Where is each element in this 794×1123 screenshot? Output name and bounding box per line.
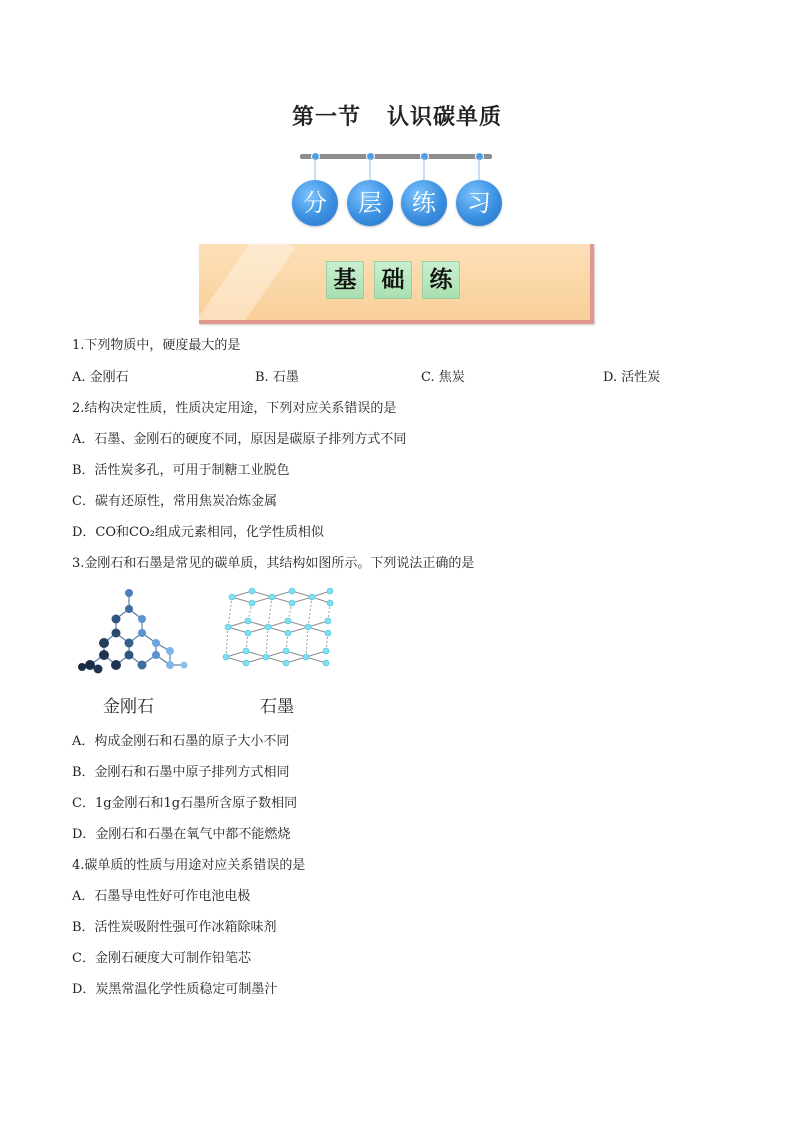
option: A．石墨、金刚石的硬度不同，原因是碳原子排列方式不同 [72,432,407,447]
section-tile: 基 [326,261,364,299]
option: C．碳有还原性，常用焦炭冶炼金属 [72,494,277,509]
title-section-number: 第一节 [291,105,361,130]
diamond-structure-figure [74,585,194,680]
option: D．CO和CO₂组成元素相同，化学性质相似 [72,525,324,540]
question-stem: 1.下列物质中，硬度最大的是 [72,338,241,353]
title-topic: 认识碳单质 [387,105,503,130]
badge-circle: 练 [401,180,447,226]
question-stem: 3.金刚石和石墨是常见的碳单质，其结构如图所示。下列说法正确的是 [72,556,475,571]
section-banner [199,244,594,324]
option: C．金刚石硬度大可制作铅笔芯 [72,951,251,966]
option: B．活性炭多孔，可用于制糖工业脱色 [72,463,290,478]
option: B．活性炭吸附性强可作冰箱除味剂 [72,920,277,935]
option: A. 金刚石 [72,370,129,385]
section-tile: 础 [374,261,412,299]
graphite-label: 石墨 [260,697,294,717]
option: D．炭黑常温化学性质稳定可制墨汁 [72,982,278,997]
badge-circle: 习 [456,180,502,226]
option: C. 焦炭 [421,370,465,385]
option: B．金刚石和石墨中原子排列方式相同 [72,765,290,780]
option: D．金刚石和石墨在氧气中都不能燃烧 [72,827,291,842]
page-title [0,100,794,131]
diamond-label: 金刚石 [103,697,154,717]
badge-circle: 层 [347,180,393,226]
graphite-structure-figure [222,585,334,677]
question-stem: 2.结构决定性质，性质决定用途，下列对应关系错误的是 [72,401,397,416]
option: B. 石墨 [255,370,299,385]
section-tile: 练 [422,261,460,299]
question-stem: 4.碳单质的性质与用途对应关系错误的是 [72,858,306,873]
option: A．石墨导电性好可作电池电极 [72,889,251,904]
badge-circle: 分 [292,180,338,226]
badge-strings [0,158,794,188]
option: D. 活性炭 [603,370,661,385]
option: A．构成金刚石和石墨的原子大小不同 [72,734,290,749]
option: C．1g金刚石和1g石墨所含原子数相同 [72,796,298,811]
